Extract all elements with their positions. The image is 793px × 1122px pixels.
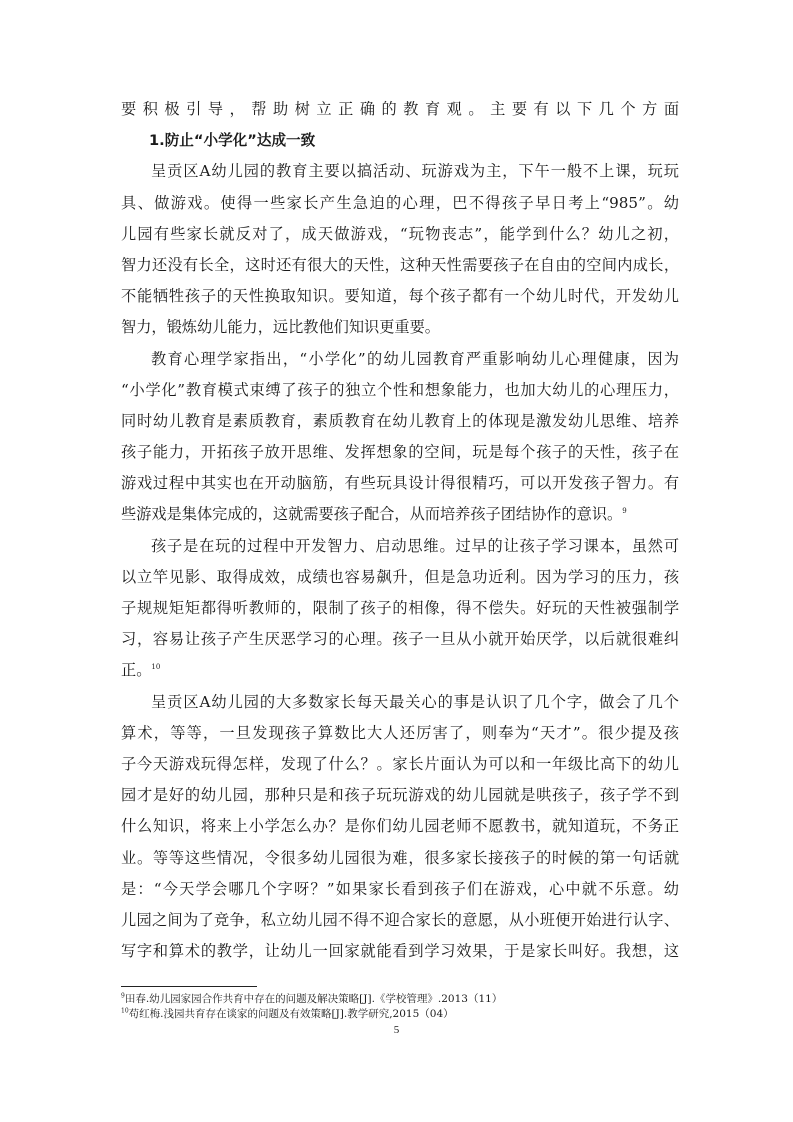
text-line: 孩子能力，开拓孩子放开思维、发挥想象的空间，玩是每个孩子的天性，孩子在 bbox=[121, 443, 679, 462]
text-line: 什么知识，将来上小学怎么办？是你们幼儿园老师不愿教书，就知道玩，不务正 bbox=[121, 817, 679, 836]
text-line: 智力，锻炼幼儿能力，远比教他们知识更重要。 bbox=[121, 318, 440, 337]
text-line: 正。 bbox=[121, 661, 152, 680]
text-line: 智力还没有长全，这时还有很大的天性，这种天性需要孩子在自由的空间内成长， bbox=[121, 255, 679, 274]
footnote-mark: 9 bbox=[121, 992, 125, 1000]
text-line: 算术，等等，一旦发现孩子算数比大人还厉害了，则奉为“天才”。很少提及孩 bbox=[121, 723, 679, 742]
text-line: 具、做游戏。使得一些家长产生急迫的心理，巴不得孩子早日考上“985”。幼 bbox=[121, 193, 679, 212]
text-line-with-ref bbox=[121, 655, 679, 686]
footnote bbox=[121, 1007, 681, 1022]
text-line: 孩子是在玩的过程中开发智力、启动思维。过早的让孩子学习课本，虽然可 bbox=[151, 536, 679, 555]
text-line: 呈贡区A幼儿园的大多数家长每天最关心的事是认识了几个字，做会了几个 bbox=[151, 692, 679, 711]
footnote-mark: 10 bbox=[121, 1007, 129, 1015]
text-line: 游戏过程中其实也在开动脑筋，有些玩具设计得很精巧，可以开发孩子智力。有 bbox=[121, 474, 679, 493]
text-line: 不能牺牲孩子的天性换取知识。要知道，每个孩子都有一个幼儿时代，开发幼儿 bbox=[121, 287, 679, 306]
text-line: 教育心理学家指出，“小学化”的幼儿园教育严重影响幼儿心理健康，因为 bbox=[151, 349, 679, 368]
footnote-text: 苟红梅.浅园共育存在谈家的问题及有效策略[J].教学研究,2015（04） bbox=[128, 1008, 454, 1020]
footnote-divider bbox=[121, 986, 257, 987]
footnote bbox=[121, 992, 681, 1007]
footnote-ref: 9 bbox=[622, 507, 627, 516]
section-heading: 1.防止“小学化”达成一致 bbox=[149, 132, 316, 150]
text-line-with-ref bbox=[121, 499, 679, 530]
body-text bbox=[121, 94, 679, 967]
text-line: 呈贡区A幼儿园的教育主要以搞活动、玩游戏为主，下午一般不上课，玩玩 bbox=[151, 162, 679, 181]
footnotes bbox=[121, 992, 681, 1022]
text-line: 子规规矩矩都得听教师的，限制了孩子的相像，得不偿失。好玩的天性被强制学 bbox=[121, 599, 679, 617]
text-line: 要积极引导，帮助树立正确的教育观。主要有以下几个方面 bbox=[121, 100, 679, 118]
footnote-text: 田春.幼儿园家园合作共育中存在的问题及解决策略[J].《学校管理》.2013（11） bbox=[124, 993, 503, 1005]
text-line: 儿园有些家长就反对了，成天做游戏，“玩物丧志”，能学到什么？幼儿之初， bbox=[121, 224, 679, 243]
text-line: 是：“今天学会哪几个字呀？”如果家长看到孩子们在游戏，心中就不乐意。幼 bbox=[121, 879, 679, 898]
page-number: 5 bbox=[393, 1024, 400, 1036]
text-line: 儿园之间为了竞争，私立幼儿园不得不迎合家长的意愿，从小班便开始进行认字、 bbox=[121, 910, 679, 929]
text-line: 写字和算术的教学，让幼儿一回家就能看到学习效果，于是家长叫好。我想，这 bbox=[121, 942, 679, 961]
text-line: 以立竿见影、取得成效，成绩也容易飙升，但是急功近利。因为学习的压力，孩 bbox=[121, 567, 679, 586]
text-line: 同时幼儿教育是素质教育，素质教育在幼儿教育上的体现是激发幼儿思维、培养 bbox=[121, 411, 679, 430]
text-line: 些游戏是集体完成的，这就需要孩子配合，从而培养孩子团结协作的意识。 bbox=[121, 505, 623, 524]
text-line: “小学化”教育模式束缚了孩子的独立个性和想象能力，也加大幼儿的心理压力， bbox=[121, 380, 679, 399]
text-line: 子今天游戏玩得怎样，发现了什么？。家长片面认为可以和一年级比高下的幼儿 bbox=[121, 754, 679, 773]
text-line: 园才是好的幼儿园，那种只是和孩子玩玩游戏的幼儿园就是哄孩子，孩子学不到 bbox=[121, 786, 679, 805]
text-line: 习，容易让孩子产生厌恶学习的心理。孩子一旦从小就开始厌学，以后就很难纠 bbox=[121, 630, 679, 649]
text-line: 业。等等这些情况，令很多幼儿园很为难，很多家长接孩子的时候的第一句话就 bbox=[121, 848, 679, 867]
footnote-ref: 10 bbox=[151, 663, 161, 672]
